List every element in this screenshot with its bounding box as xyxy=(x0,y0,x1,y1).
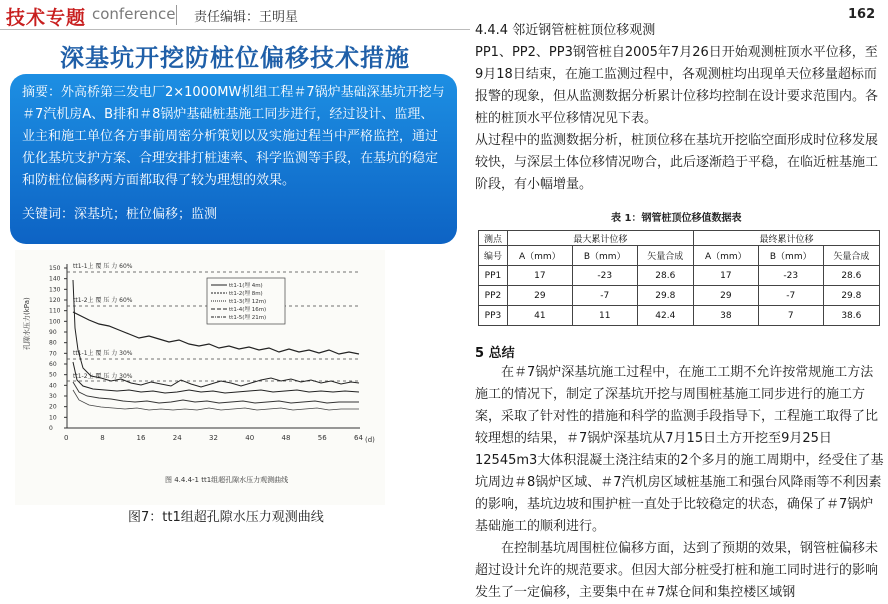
legend-item-4: tt1-4(埋 16m) xyxy=(229,307,267,313)
y-tick-label: 70 xyxy=(49,350,57,358)
x-tick-label: 16 xyxy=(136,434,146,442)
table-header-cell: A（mm） xyxy=(693,246,758,266)
table-header-row xyxy=(479,231,880,246)
y-tick-label: 30 xyxy=(49,393,57,400)
table-header-cell: 矢量合成 xyxy=(823,246,879,266)
x-tick-label: 64 xyxy=(354,434,363,442)
y-tick-label: 130 xyxy=(49,286,61,294)
conclusion-paragraph-1: 在＃7锅炉深基坑施工过程中，在施工工期不允许按常规施工方法施工的情况下，制定了深基坑开挖与周围桩基施工同步进行的施工方案，采取了针对性的措施和科学的监测手段指导下，工程施工取得了比较理想的结果，＃7锅炉深基坑从7月15日土方开挖至9月25日12545m3大体积混凝土浇注结束的2个多月的施工周期中，经受住了基坑周边＃8锅炉区域、＃7汽机房区域桩基施工和强台风降雨等不利因素的影响，基坑边坡和围护桩一直处于比较稳定的状态，确保了＃7锅炉基础施工的顺利进行。 xyxy=(475,365,884,534)
column-brand-en: conference xyxy=(92,5,176,23)
y-tick-label: 90 xyxy=(49,329,57,336)
table-cell: 17 xyxy=(507,266,572,286)
table-header-cell: 编号 xyxy=(479,246,508,266)
keywords: 关键词：深基坑；桩位偏移；监测 xyxy=(22,207,218,222)
legend-item-3: tt1-3(埋 12m) xyxy=(229,299,267,305)
abstract-box xyxy=(10,74,457,244)
pore-pressure-chart xyxy=(15,250,385,505)
y-tick-label: 100 xyxy=(49,318,61,326)
table-cell: 38 xyxy=(693,306,758,326)
table-header-cell: B（mm） xyxy=(758,246,823,266)
annotation-4: tt1-2上 覆 压 力 30% xyxy=(73,373,133,380)
table-header-row xyxy=(479,246,880,266)
article-title: 深基坑开挖防桩位偏移技术措施 xyxy=(60,44,410,72)
x-tick-label: 56 xyxy=(317,434,327,442)
y-tick-label: 10 xyxy=(49,414,57,422)
table-cell: 17 xyxy=(693,266,758,286)
legend-item-5: tt1-5(埋 21m) xyxy=(229,315,267,321)
annotation-2: tt1-2上 覆 压 力 60% xyxy=(73,297,133,304)
y-tick-label: 40 xyxy=(49,382,57,390)
table-header-cell: B（mm） xyxy=(572,246,637,266)
table-cell: PP3 xyxy=(479,306,508,326)
conclusion-paragraph-2: 在控制基坑周围桩位偏移方面，达到了预期的效果，钢管桩偏移未超过设计允许的规范要求。但因大部分桩受打桩和施工同时进行的影响发生了一定偏移，主要集中在＃7煤仓间和集控楼区域钢 xyxy=(475,541,879,600)
y-tick-label: 150 xyxy=(49,265,61,272)
table-cell: PP2 xyxy=(479,286,508,306)
table-header-cell: A（mm） xyxy=(507,246,572,266)
y-axis-label: 孔隙水压力(kPa) xyxy=(23,297,31,350)
table-row xyxy=(479,306,880,326)
section-paragraph-2: 从过程中的监测数据分析，桩顶位移在基坑开挖临空面形成时位移发展较快，与深层土体位移情况吻合，此后逐渐趋于平稳，在临近桩基施工阶段，有小幅增量。 xyxy=(475,133,879,192)
legend-item-1: tt1-1(埋 4m) xyxy=(229,283,263,289)
table-header-cell: 测点 xyxy=(479,231,508,246)
x-tick-label: 40 xyxy=(245,434,255,442)
figure-caption: 图7：tt1组超孔隙水压力观测曲线 xyxy=(128,510,324,525)
abstract-text: 摘要：外高桥第三发电厂2×1000MW机组工程＃7锅炉基础深基坑开挖与＃7汽机房A、B排和＃8锅炉基础桩基施工同步进行，经过设计、监理、业主和施工单位各方事前周密分析策划以及实施过程当中严格监控，通过优化基坑支护方案、合理安排打桩速率、科学监测等手段，在基坑的稳定和防桩位偏移两方面都取得了较为理想的效果。 xyxy=(22,85,445,188)
table-header-cell: 矢量合成 xyxy=(637,246,693,266)
header-rule xyxy=(0,29,470,30)
conclusion-body xyxy=(475,362,885,604)
y-tick-label: 120 xyxy=(49,297,61,304)
displacement-table xyxy=(478,230,880,326)
table-cell: 11 xyxy=(572,306,637,326)
section-4-4-4 xyxy=(475,20,885,196)
table-cell: 29.8 xyxy=(823,286,879,306)
table-cell: -7 xyxy=(572,286,637,306)
pore-pressure-figure xyxy=(15,250,385,505)
table-cell: 29 xyxy=(507,286,572,306)
x-axis-unit: (d) xyxy=(365,436,375,444)
table-cell: 28.6 xyxy=(637,266,693,286)
table-row xyxy=(479,286,880,306)
table-cell: -7 xyxy=(758,286,823,306)
table-cell: 38.6 xyxy=(823,306,879,326)
annotation-3: tt1-1上 覆 压 力 30% xyxy=(73,350,133,357)
table-cell: 28.6 xyxy=(823,266,879,286)
table-cell: 7 xyxy=(758,306,823,326)
x-tick-label: 32 xyxy=(209,434,218,442)
y-tick-label: 140 xyxy=(49,275,61,283)
legend-item-2: tt1-2(埋 8m) xyxy=(229,291,263,297)
conclusion-heading: 5 总结 xyxy=(475,346,515,361)
y-tick-label: 60 xyxy=(49,361,57,368)
table-title: 表 1：钢管桩顶位移值数据表 xyxy=(611,213,742,224)
y-tick-label: 50 xyxy=(49,371,57,379)
table-cell: PP1 xyxy=(479,266,508,286)
table-cell: -23 xyxy=(758,266,823,286)
x-tick-label: 24 xyxy=(172,434,182,442)
figure-inner-caption: 图 4.4.4-1 tt1组超孔隙水压力观测曲线 xyxy=(165,476,289,484)
y-tick-label: 80 xyxy=(49,339,57,347)
y-tick-label: 20 xyxy=(49,403,57,411)
table-row xyxy=(479,266,880,286)
x-tick-label: 8 xyxy=(100,434,105,442)
y-tick-label: 110 xyxy=(49,307,61,315)
editor-credit: 责任编辑：王明星 xyxy=(194,10,299,25)
annotation-1: tt1-1上 覆 压 力 60% xyxy=(73,263,133,270)
header-divider xyxy=(176,5,177,25)
y-tick-label: 0 xyxy=(49,425,53,432)
table-cell: 41 xyxy=(507,306,572,326)
table-header-cell: 最终累计位移 xyxy=(693,231,879,246)
table-header-cell: 最大累计位移 xyxy=(507,231,693,246)
column-brand: 技术专题 xyxy=(6,7,87,29)
page-number: 162 xyxy=(848,7,876,22)
section-heading: 4.4.4 邻近钢管桩桩顶位移观测 xyxy=(475,23,656,38)
x-tick-label: 0 xyxy=(64,434,69,442)
section-paragraph-1: PP1、PP2、PP3钢管桩自2005年7月26日开始观测桩顶水平位移，至9月18日结束，在施工监测过程中，各观测桩均出现单天位移量超标而报警的现象，但从监测数据分析累计位移均控制在设计要求范围内。各桩的桩顶水平位移情况见下表。 xyxy=(475,45,879,126)
table-cell: 29 xyxy=(693,286,758,306)
x-tick-label: 48 xyxy=(281,434,291,442)
table-cell: 42.4 xyxy=(637,306,693,326)
table-cell: 29.8 xyxy=(637,286,693,306)
table-cell: -23 xyxy=(572,266,637,286)
